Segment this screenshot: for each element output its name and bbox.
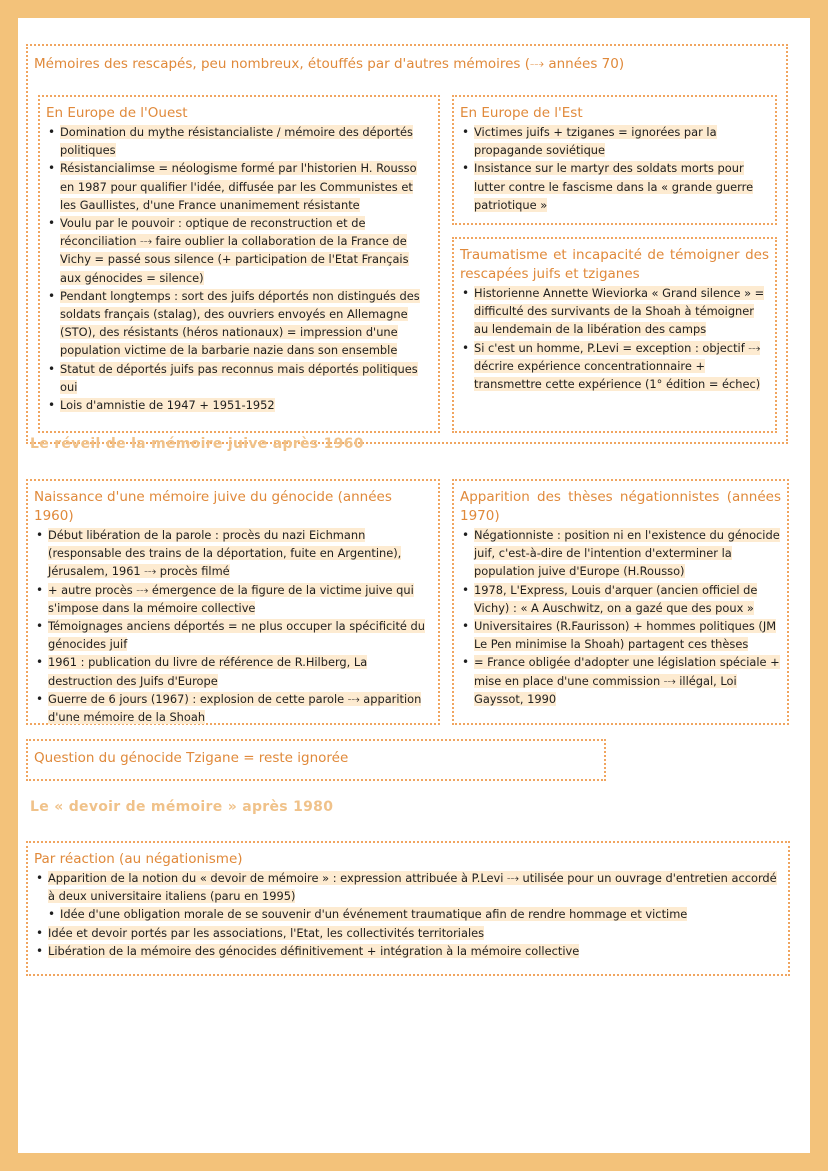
list-item: • Pendant longtemps : sort des juifs déportés non distingués des soldats français (stalag), des ouvriers envoyés en Allemagne (STO), des résistants (héros nationaux) = impression d'une population victime de la barbarie nazie dans son ensemble: [60, 287, 432, 360]
list-item: • Universitaires (R.Faurisson) + hommes politiques (JM Le Pen minimise la Shoah) partagent ces thèses: [474, 617, 781, 653]
devoir-heading: Le « devoir de mémoire » après 1980: [30, 799, 334, 815]
rescapes-title: Mémoires des rescapés, peu nombreux, étouffés par d'autres mémoires (⤏ années 70): [34, 56, 625, 72]
reveil-heading: Le réveil de la mémoire juive après 1960: [30, 436, 364, 452]
naissance-box: [26, 479, 440, 725]
list-item: • Idée et devoir portés par les associations, l'Etat, les collectivités territoriales: [48, 924, 782, 942]
list-item: • Historienne Annette Wieviorka « Grand silence » = difficulté des survivants de la Shoah à témoigner au lendemain de la libération des camps: [474, 284, 769, 339]
list-item: • Guerre de 6 jours (1967) : explosion de cette parole ⤏ apparition d'une mémoire de la Shoah: [48, 690, 432, 726]
list-item: • Voulu par le pouvoir : optique de reconstruction et de réconciliation ⤏ faire oublier la collaboration de la France de Vichy = passé sous silence (+ participation de l'Etat Français aux génocides = silence): [60, 214, 432, 287]
reaction-list: [34, 869, 782, 960]
document-page: [18, 18, 810, 1153]
reaction-box: [26, 841, 790, 976]
naissance-title: Naissance d'une mémoire juive du génocide (années 1960): [34, 489, 392, 524]
traumatisme-title: Traumatisme et incapacité de témoigner des rescapées juifs et tziganes: [460, 247, 769, 282]
list-item: • Résistancialimse = néologisme formé par l'historien H. Rousso en 1987 pour qualifier l'idée, diffusée par les Communistes et les Gaullistes, d'une France unanimement résistante: [60, 159, 432, 214]
europe-ouest-title: En Europe de l'Ouest: [46, 105, 188, 121]
reaction-title: Par réaction (au négationisme): [34, 851, 243, 867]
list-item: • Idée d'une obligation morale de se souvenir d'un événement traumatique afin de rendre hommage et victime: [60, 905, 782, 923]
traumatisme-box: [452, 237, 777, 433]
list-item: • Victimes juifs + tziganes = ignorées par la propagande soviétique: [474, 123, 769, 159]
europe-est-list: [460, 123, 769, 214]
list-item: • Négationniste : position ni en l'existence du génocide juif, c'est-à-dire de l'intention d'exterminer la population juive d'Europe (H.Rousso): [474, 526, 781, 581]
list-item: • = France obligée d'adopter une législation spéciale + mise en place d'une commission ⤏ illégal, Loi Gayssot, 1990: [474, 653, 781, 708]
list-item: • + autre procès ⤏ émergence de la figure de la victime juive qui s'impose dans la mémoire collective: [48, 581, 432, 617]
tzigane-box: [26, 739, 606, 781]
list-item: • Lois d'amnistie de 1947 + 1951-1952: [60, 396, 432, 414]
negationnistes-list: [460, 526, 781, 708]
europe-est-title: En Europe de l'Est: [460, 105, 583, 121]
list-item: • Si c'est un homme, P.Levi = exception : objectif ⤏ décrire expérience concentrationnaire + transmettre cette expérience (1° édition = échec): [474, 339, 769, 394]
list-item: • Apparition de la notion du « devoir de mémoire » : expression attribuée à P.Levi ⤏ utilisée pour un ouvrage d'entretien accordé à deux universitaire italiens (paru en 1995): [48, 869, 782, 905]
list-item: • Insistance sur le martyr des soldats morts pour lutter contre le fascisme dans la « grande guerre patriotique »: [474, 159, 769, 214]
list-item: • Domination du mythe résistancialiste / mémoire des déportés politiques: [60, 123, 432, 159]
list-item: • 1961 : publication du livre de référence de R.Hilberg, La destruction des Juifs d'Europe: [48, 653, 432, 689]
europe-ouest-box: [38, 95, 440, 433]
negationnistes-title: Apparition des thèses négationnistes (années 1970): [460, 489, 781, 524]
list-item: • Libération de la mémoire des génocides définitivement + intégration à la mémoire collective: [48, 942, 782, 960]
traumatisme-list: [460, 284, 769, 393]
tzigane-title: Question du génocide Tzigane = reste ignorée: [34, 750, 349, 766]
list-item: • Statut de déportés juifs pas reconnus mais déportés politiques oui: [60, 360, 432, 396]
europe-est-box: [452, 95, 777, 225]
europe-ouest-list: [46, 123, 432, 414]
naissance-list: [34, 526, 432, 726]
list-item: • Témoignages anciens déportés = ne plus occuper la spécificité du génocides juif: [48, 617, 432, 653]
negationnistes-box: [452, 479, 789, 725]
list-item: • Début libération de la parole : procès du nazi Eichmann (responsable des trains de la déportation, fuite en Argentine), Jérusalem, 1961 ⤏ procès filmé: [48, 526, 432, 581]
list-item: • 1978, L'Express, Louis d'arquer (ancien officiel de Vichy) : « A Auschwitz, on a gazé que des poux »: [474, 581, 781, 617]
